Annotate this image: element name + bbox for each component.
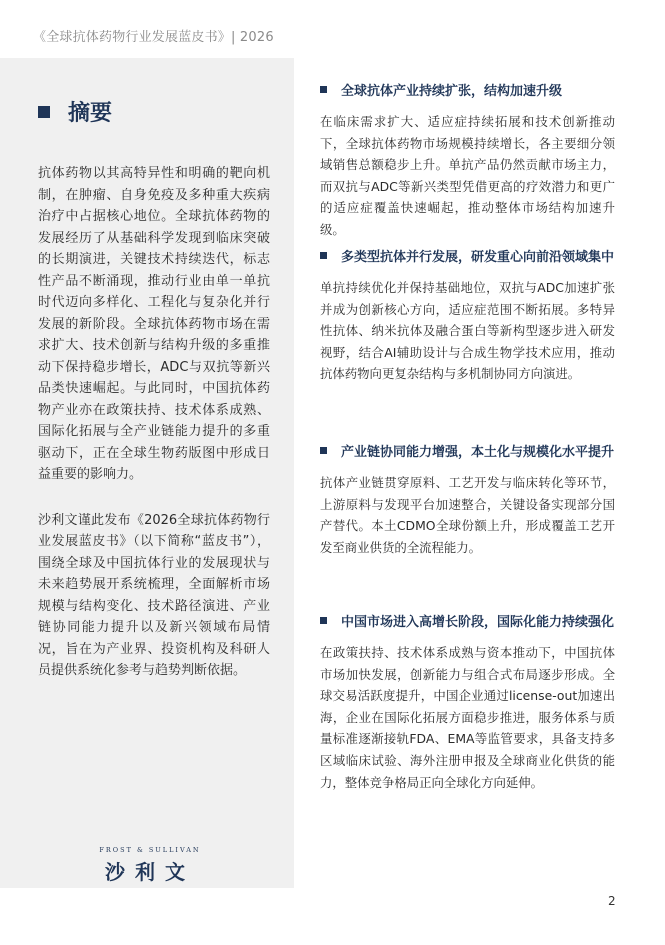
abstract-paragraph: 沙利文谨此发布《2026全球抗体药物行业发展蓝皮书》（以下简称“蓝皮书”），围绕全球及中国抗体行业的发展现状与未来趋势展开系统梳理，全面解析市场规模与结构变化、技术路径演进、产业链协同能力提升以及新兴领域布局情况，旨在为产业界、投资机构及科研人员提供系统化参考与趋势判断依据。 (38, 512, 270, 678)
finding-body: 抗体产业链贯穿原料、工艺开发与临床转化等环节，上游原料与发现平台加速整合，关键设备实现部分国产替代。本土CDMO全球份额上升，形成覆盖工艺开发至商业供货的全流程能力。 (320, 475, 615, 555)
square-bullet-icon (320, 617, 327, 624)
running-header: 《全球抗体药物行业发展蓝皮书》| 2026 (33, 30, 274, 45)
abstract-paragraph: 抗体药物以其高特异性和明确的靶向机制，在肿瘤、自身免疫及多种重大疾病治疗中占据核心地位。全球抗体药物的发展经历了从基础科学发现到临床突破的长期演进，关键技术持续迭代，标志性产品不断涌现，推动行业由单一单抗时代迈向多样化、工程化与复杂化并行发展的新阶段。全球抗体药物市场在需求扩大、技术创新与结构升级的多重推动下保持稳步增长，ADC与双抗等新兴品类快速崛起。与此同时，中国抗体药物产业亦在政策扶持、技术体系成熟、国际化拓展与全产业链能力提升的多重驱动下，正在全球生物药版图中形成日益重要的影响力。 (38, 166, 270, 482)
abstract-body (38, 163, 270, 706)
finding-section (320, 441, 615, 558)
square-bullet-icon (320, 86, 327, 93)
finding-body: 单抗持续优化并保持基础地位，双抗与ADC加速扩张并成为创新核心方向，适应症范围不断拓展。多特异性抗体、纳米抗体及融合蛋白等新构型逐步进入研发视野，结合AI辅助设计与合成生物学技术应用，推动抗体药物向更复杂结构与多机制协同方向演进。 (320, 280, 615, 382)
finding-section (320, 246, 615, 385)
finding-heading (320, 246, 615, 265)
finding-body: 在临床需求扩大、适应症持续拓展和技术创新推动下，全球抗体药物市场规模持续增长，各主要细分领域销售总额稳步上升。单抗产品仍然贡献市场主力，而双抗与ADC等新兴类型凭借更高的疗效潜力和更广的适应症覆盖快速崛起，推动整体市场结构加速升级。 (320, 114, 615, 237)
company-logo (85, 846, 215, 885)
finding-section (320, 611, 615, 793)
finding-heading (320, 611, 615, 630)
page-number: 2 (608, 894, 616, 908)
finding-heading (320, 80, 615, 99)
abstract-title (38, 96, 112, 127)
square-bullet-icon (320, 447, 327, 454)
finding-body: 在政策扶持、技术体系成熟与资本推动下，中国抗体市场加快发展，创新能力与组合式布局逐步形成。全球交易活跃度提升，中国企业通过license-out加速出海，企业在国际化拓展方面稳步推进，服务体系与质量标准逐渐接轨FDA、EMA等监管要求，具备支持多区域临床试验、海外注册申报及全球商业化供货的能力，整体竞争格局正向全球化方向延伸。 (320, 645, 615, 790)
finding-heading (320, 441, 615, 460)
abstract-title-text: 摘要 (68, 101, 113, 126)
finding-section (320, 80, 615, 241)
finding-title: 多类型抗体并行发展，研发重心向前沿领域集中 (341, 250, 615, 265)
finding-title: 中国市场进入高增长阶段，国际化能力持续强化 (341, 615, 615, 630)
square-bullet-icon (38, 106, 50, 118)
square-bullet-icon (320, 252, 327, 259)
finding-title: 全球抗体产业持续扩张，结构加速升级 (341, 84, 563, 99)
finding-title: 产业链协同能力增强，本土化与规模化水平提升 (341, 445, 615, 460)
logo-big-text: 沙利文 (105, 860, 195, 884)
logo-small-text: FROST & SULLIVAN (99, 846, 201, 854)
